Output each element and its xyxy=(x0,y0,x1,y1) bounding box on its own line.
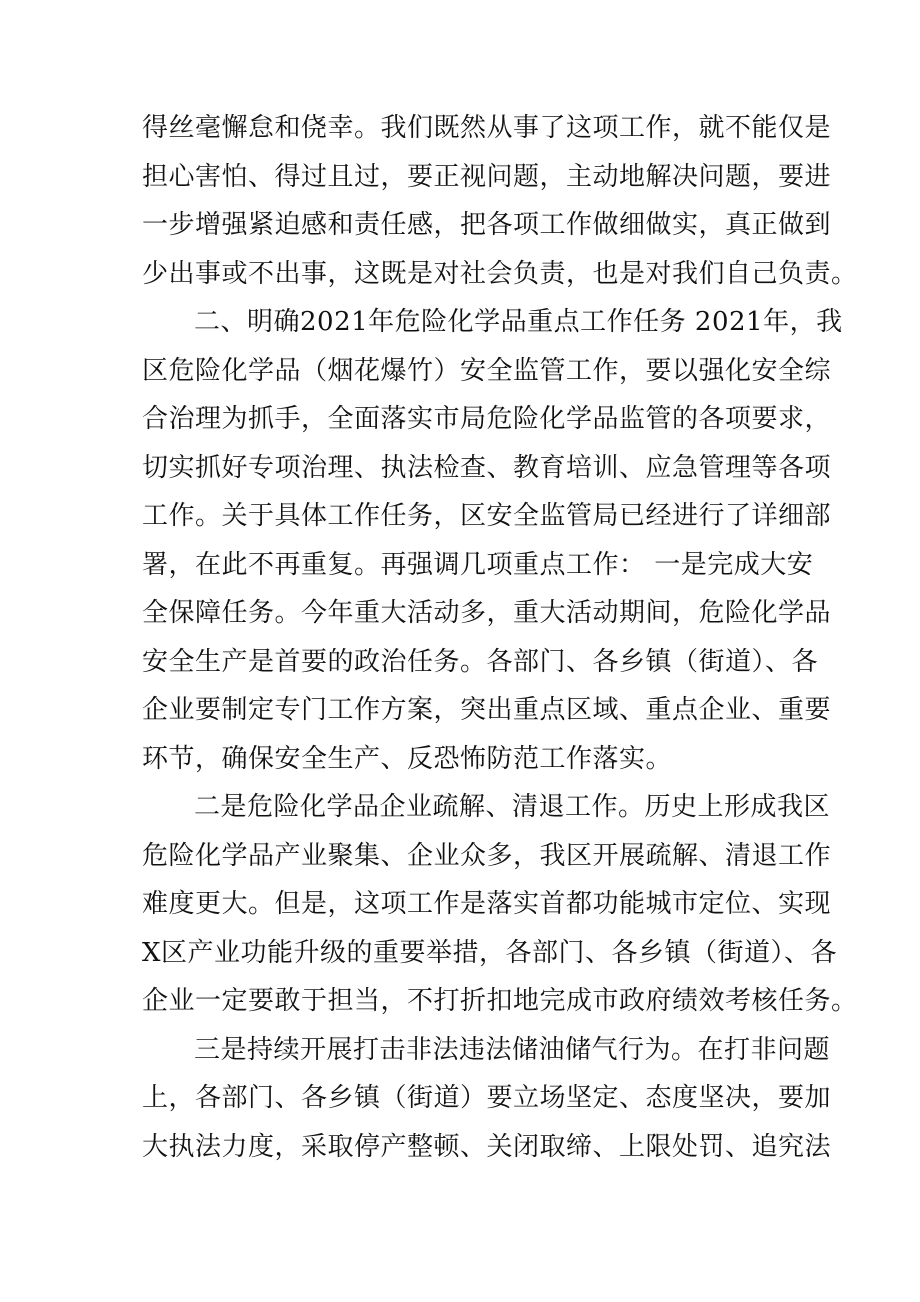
text-line: 合治理为抓手，全面落实市局危险化学品监管的各项要求， xyxy=(142,404,832,434)
text-line: 企业要制定专门工作方案，突出重点区域、重点企业、重要 xyxy=(142,695,832,725)
text-line: 大执法力度，采取停产整顿、关闭取缔、上限处罚、追究法 xyxy=(142,1131,832,1162)
text-line: 少出事或不出事，这既是对社会负责，也是对我们自己负责。 xyxy=(142,258,858,289)
paragraph-start-line: 三是持续开展打击非法违法储油储气行为。在打非问题 xyxy=(194,1034,831,1065)
text-line: 上，各部门、各乡镇（街道）要立场坚定、态度坚决，要加 xyxy=(142,1083,832,1113)
text-line: 危险化学品产业聚集、企业众多，我区开展疏解、清退工作 xyxy=(142,840,832,871)
body-text xyxy=(142,104,858,1171)
paragraph-start-line: 二是危险化学品企业疏解、清退工作。历史上形成我区 xyxy=(194,792,831,822)
text-line: 得丝毫懈怠和侥幸。我们既然从事了这项工作，就不能仅是 xyxy=(142,113,832,143)
text-line: 区危险化学品（烟花爆竹）安全监管工作，要以强化安全综 xyxy=(142,355,832,386)
text-line: 署，在此不再重复。再强调几项重点工作： 一是完成大安 xyxy=(142,549,814,580)
text-line: X区产业功能升级的重要举措，各部门、各乡镇（街道）、各 xyxy=(142,937,838,968)
text-line: 担心害怕、得过且过，要正视问题，主动地解决问题，要进 xyxy=(142,161,832,192)
text-line: 难度更大。但是，这项工作是落实首都功能城市定位、实现 xyxy=(142,889,832,919)
text-line: 切实抓好专项治理、执法检查、教育培训、应急管理等各项 xyxy=(142,452,832,483)
text-line: 工作。关于具体工作任务，区安全监管局已经进行了详细部 xyxy=(142,501,832,531)
section-heading-line: 二、明确2021年危险化学品重点工作任务 2021年，我 xyxy=(194,307,843,337)
text-line: 环节，确保安全生产、反恐怖防范工作落实。 xyxy=(142,743,673,774)
text-line: 安全生产是首要的政治任务。各部门、各乡镇（街道）、各 xyxy=(142,646,819,677)
text-line: 全保障任务。今年重大活动多，重大活动期间，危险化学品 xyxy=(142,598,832,628)
text-line: 一步增强紧迫感和责任感，把各项工作做细做实，真正做到 xyxy=(142,210,832,240)
text-line: 企业一定要敢于担当，不打折扣地完成市政府绩效考核任务。 xyxy=(142,986,858,1016)
